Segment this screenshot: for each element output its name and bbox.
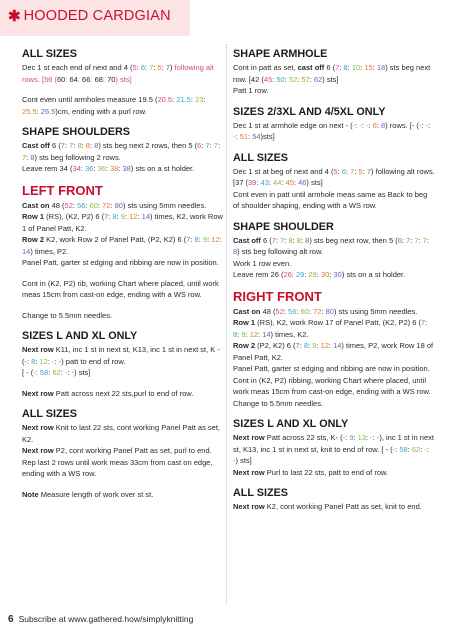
size-value: 5	[132, 63, 137, 72]
size-value: 8	[233, 329, 238, 339]
size-value: 60	[300, 306, 309, 316]
size-value: 9	[312, 341, 317, 350]
pattern-text	[22, 200, 224, 212]
instruction-label: Cast off	[233, 235, 261, 245]
instruction-label: Row 2	[22, 235, 45, 244]
size-value: 5	[358, 166, 363, 176]
instruction-label: Row 1	[233, 318, 256, 327]
size-value: 29	[295, 270, 305, 279]
size-value: 8	[31, 356, 36, 366]
section-heading: ALL SIZES	[22, 408, 77, 420]
size-value: 8	[343, 63, 348, 72]
size-value: 13	[357, 433, 366, 442]
asterisk-icon: ✱	[8, 8, 21, 25]
size-value: 12	[129, 212, 138, 221]
size-value: 46	[298, 178, 307, 187]
pattern-text	[233, 501, 435, 513]
size-value: 26	[283, 270, 292, 279]
size-value: 8	[194, 235, 199, 244]
size-value: 58	[39, 368, 49, 377]
section-heading: SHAPE SHOULDERS	[22, 126, 130, 138]
size-value: 8	[112, 212, 117, 221]
section-heading: ALL SIZES	[233, 487, 288, 499]
instruction-label: Next row	[233, 467, 265, 477]
pattern-text	[233, 467, 435, 479]
size-value: following alt rows. [56 (	[22, 63, 214, 84]
size-value: -	[233, 132, 236, 141]
pattern-text: Patt 1 row.	[233, 86, 269, 95]
instruction-label: Cast on	[233, 306, 261, 316]
size-value: 5	[157, 63, 162, 72]
size-value: 7	[205, 141, 210, 150]
size-value: 60	[89, 200, 98, 210]
pattern-text: Change to 5.5mm needles.	[22, 310, 113, 320]
section-heading: ALL SIZES	[233, 151, 288, 164]
size-value: 12	[211, 235, 220, 244]
section-heading: SHAPE SHOULDER	[233, 220, 334, 233]
section-heading: SIZES L AND XL ONLY	[233, 418, 349, 430]
size-value: 38	[122, 164, 131, 173]
size-value: 7	[104, 212, 109, 221]
size-value: 6	[397, 235, 402, 245]
size-value: :	[77, 74, 83, 84]
size-value: 9	[202, 235, 208, 244]
size-value: 51	[239, 132, 249, 141]
pattern-text: Leave rem 34 (34: 36: 36: 38: 38) sts on a st holder.	[22, 164, 195, 173]
page-title: HOODED CARDGIAN	[23, 8, 171, 25]
column-divider	[226, 44, 227, 604]
instruction-text: K2, work Row 2 of Panel Patt, (P2, K2) 6 (7: 8: 9: 12: 14) times, P2.	[22, 235, 222, 256]
size-value: -	[342, 433, 346, 442]
pattern-text	[22, 422, 224, 445]
instruction-text: 6 (7: 7: 8: 8: 8) sts beg next row, then 5 (6: 7: 7: 7: 8) sts beg following alt row.	[233, 235, 429, 256]
instruction-text: 48 (52: 56: 60: 72: 80) sts using 5mm needles.	[49, 200, 207, 210]
size-value: 8	[305, 235, 310, 245]
size-value: -	[71, 368, 75, 377]
size-value: 43	[260, 178, 269, 187]
size-value: 7	[422, 235, 427, 245]
size-value: 57	[301, 74, 310, 84]
section-title: LEFT FRONT	[22, 182, 103, 198]
instruction-text: Patt across next 22 sts,purl to end of row.	[53, 388, 194, 398]
instruction-text: (RS), (K2, P2) 6 (7: 8: 9: 12: 14) times, K2, work Row 1 of Panel Patt, K2.	[22, 212, 223, 233]
size-value: 9	[120, 212, 125, 221]
size-value: 26.5	[40, 106, 56, 116]
size-value: 8	[77, 141, 82, 150]
size-value: 52	[275, 306, 284, 316]
section-title: RIGHT FRONT	[233, 288, 322, 304]
size-value: 12	[320, 341, 329, 350]
instruction-text: Cont in patt as set,	[233, 63, 298, 72]
pattern-text: Cont even until armholes measure 19.5 (20.5: 21.5: 23: 25.5: 26.5)cm, ending with a purl row.	[22, 95, 206, 116]
size-value: 8	[381, 120, 386, 130]
size-value: 38	[110, 164, 119, 173]
size-value: ) sts]	[115, 74, 132, 84]
pattern-text: Dec 1 st each end of next and 4 (5: 6: 7: 5: 7) following alt rows. [56 (60: 64: 66: 68: 70) sts]	[22, 63, 214, 84]
size-value: 52	[64, 200, 73, 210]
size-value: 5	[333, 166, 338, 176]
size-value: -	[424, 444, 427, 454]
pattern-text: Leave rem 26 (26: 29: 29: 30: 30) sts on a st holder.	[233, 270, 406, 279]
right-column	[233, 48, 435, 513]
size-value: 58	[399, 444, 408, 454]
size-value: 80	[114, 200, 123, 210]
size-value: 7	[350, 166, 355, 176]
size-value: 30	[333, 270, 342, 279]
size-value: 8	[303, 341, 309, 350]
size-value: 8	[233, 247, 238, 256]
size-value: -	[418, 120, 422, 130]
size-value: 9	[349, 433, 354, 442]
size-value: 36	[97, 164, 106, 173]
pattern-text	[22, 344, 224, 367]
size-value: 72	[102, 200, 111, 210]
size-value: 7	[414, 235, 419, 245]
size-value: :	[102, 74, 108, 84]
instruction-text: Patt across 22 sts, K- (-: 9: 13: -: -), inc 1 st in next st, K13, inc 1 st in next st, knit to end of row. [ - (-: 58: 62: -: -) sts]	[233, 433, 434, 465]
instruction-text: K2, cont working Panel Patt as set, knit to end.	[264, 502, 422, 511]
size-value: -	[33, 368, 36, 377]
section-heading: SIZES L AND XL ONLY	[22, 330, 138, 342]
size-value: 44	[273, 178, 282, 187]
instruction-label: Row 1	[22, 212, 45, 221]
instruction-label: Next row	[22, 345, 54, 354]
pattern-text	[22, 388, 224, 400]
pattern-text: [ - (-: 58: 62: -: -) sts]	[22, 368, 91, 377]
instruction-label: Next row	[22, 446, 54, 455]
pattern-text	[233, 340, 435, 363]
instruction-text: Measure length of work over st st.	[38, 489, 154, 499]
size-value: 6	[341, 166, 346, 176]
size-value: 34	[72, 164, 81, 173]
size-value: 7	[22, 152, 27, 162]
pattern-text	[22, 140, 224, 163]
size-value: 18	[376, 63, 386, 72]
size-value: 7	[60, 141, 65, 150]
instruction-label: Row 2	[233, 341, 256, 350]
size-value: -	[64, 368, 68, 377]
instruction-text: 6 (7: 7: 8: 8: 8) sts beg next 2 rows, then 5 (6: 7: 7: 7: 8) sts beg following 2 rows.	[22, 141, 221, 162]
instruction-label: Next row	[233, 433, 265, 442]
pattern-text: Panel Patt, garter st edging and ribbing are now in position.	[233, 364, 430, 373]
left-column	[22, 48, 224, 500]
size-value: 54	[252, 132, 261, 141]
size-value: -	[233, 456, 236, 465]
size-value: 7	[213, 141, 218, 150]
size-value: 7	[271, 235, 276, 245]
instruction-text: (P2, K2) 6 (7: 8: 9: 12: 14) times, P2, work Row 18 of Panel Patt, K2.	[233, 341, 434, 362]
size-value: 8	[296, 235, 301, 245]
size-value: 15	[364, 63, 373, 72]
subscribe-link-text: Subscribe at www.gathered.how/simplyknitting	[18, 614, 194, 624]
pattern-text: Cont even in patt until armhole meas same as Back to beg of shoulder shaping, ending with a WS row.	[233, 189, 428, 210]
size-value: 45	[285, 178, 294, 187]
size-value: 12	[249, 329, 259, 339]
pattern-text	[233, 432, 435, 467]
size-value: 45	[263, 74, 273, 84]
size-value: 10	[351, 63, 361, 72]
size-value: 7	[165, 63, 171, 72]
pattern-text: Dec 1 st at armhole edge on next - (-: -: -: 6: 8) rows. [- (-: -: -: 51: 54)sts]	[233, 120, 431, 141]
size-value: 9	[241, 329, 246, 339]
size-value: 62	[313, 74, 323, 84]
size-value: 7	[149, 63, 154, 72]
size-value: 8	[288, 235, 293, 245]
page-number: 6	[8, 614, 14, 625]
instruction-text: P2, cont working Panel Patt as set, purl to end.	[53, 446, 212, 455]
size-value: -	[376, 433, 380, 442]
size-value: 29	[308, 270, 317, 279]
pattern-text	[233, 317, 435, 340]
instruction-text: 6 (7: 8: 10: 15: 18) sts beg next row. [42 (45: 50: 52: 57: 62) sts]	[233, 63, 431, 84]
size-value: 8	[85, 141, 90, 150]
pattern-text	[233, 306, 435, 318]
pattern-text: Rep last 2 rows until work meas 33cm from cast on edge, ending with a WS row.	[22, 457, 213, 478]
size-value: 6	[372, 120, 377, 130]
instruction-label: Next row	[22, 423, 54, 432]
pattern-text: Work 1 row even.	[233, 258, 292, 268]
size-value: 62	[52, 368, 61, 377]
pattern-text: Cont in (K2, P2) rib, working Chart where placed, until work meas 15cm from cast-on edge, ending with a WS row.	[22, 278, 219, 299]
size-value: 7	[406, 235, 411, 245]
size-value: 62	[411, 444, 421, 454]
size-value: :	[65, 74, 70, 84]
size-value: 21.5	[176, 95, 191, 104]
pattern-text	[233, 62, 435, 85]
size-value: :	[90, 74, 95, 84]
section-heading: SIZES 2/3XL AND 4/5XL ONLY	[233, 105, 386, 118]
size-value: -	[52, 356, 55, 366]
instruction-label: Cast off	[22, 141, 50, 150]
size-value: 7	[69, 141, 74, 150]
size-value: 14	[141, 212, 150, 221]
page-header	[8, 9, 171, 24]
size-value: -	[352, 120, 356, 130]
size-value: 72	[313, 306, 322, 316]
size-value: 52	[288, 74, 298, 84]
pattern-text	[22, 445, 224, 457]
section-heading: ALL SIZES	[22, 48, 77, 60]
pattern-text: Change to 5.5mm needles.	[233, 398, 324, 408]
pattern-text: Cont in (K2, P2) ribbing, working Chart where placed, until work meas 15cm from cast-on edge, ending with a WS row.	[233, 375, 431, 396]
size-value: 7	[186, 235, 191, 244]
size-value: 6	[197, 141, 202, 150]
size-value: 14	[333, 341, 342, 350]
size-value: 30	[321, 270, 330, 279]
size-value: 56	[77, 200, 86, 210]
size-value: 7	[335, 63, 340, 72]
size-value: -	[24, 356, 27, 366]
size-value: 7	[421, 318, 426, 327]
size-value: -	[370, 433, 373, 442]
instruction-text: (RS), K2, work Row 17 of Panel Patt, (K2, P2) 6 (7: 8: 9: 12: 14) times, K2.	[233, 318, 428, 339]
size-value: 8	[94, 141, 99, 150]
size-value: 7	[366, 166, 372, 176]
size-value: -	[58, 356, 62, 366]
instruction-label: Cast on	[22, 200, 50, 210]
size-value: 14	[262, 329, 271, 339]
instruction-text: 48 (52: 56: 60: 72: 80) sts using 5mm needles.	[260, 306, 418, 316]
size-value: 14	[22, 246, 31, 256]
pattern-text: Panel Patt, garter st edging and ribbing are now in position.	[22, 258, 219, 267]
size-value: -	[425, 120, 429, 130]
instruction-label: Note	[22, 489, 39, 499]
pattern-text	[22, 211, 224, 234]
size-value: 12	[39, 356, 48, 366]
size-value: -	[366, 120, 369, 130]
pattern-text	[233, 235, 435, 258]
size-value: 23	[195, 95, 204, 104]
pattern-text: Dec 1 st at beg of next and 4 (5: 6: 7: 5: 7) following alt rows. [37 (39: 43: 44: 45: 46) sts]	[233, 166, 435, 187]
size-value: 25.5	[22, 106, 37, 116]
instruction-label: cast off	[297, 63, 325, 72]
size-value: 50	[276, 74, 285, 84]
section-heading: SHAPE ARMHOLE	[233, 48, 328, 60]
size-value: 36	[84, 164, 94, 173]
size-value: 7	[295, 341, 300, 350]
instruction-text: K11, inc 1 st in next st, K13, inc 1 st in next st, K - (-: 8: 12: -: -) patt to end of row.	[22, 345, 220, 366]
instruction-label: Next row	[233, 502, 265, 511]
instruction-label: Next row	[22, 388, 54, 398]
size-value: 39	[248, 178, 257, 187]
size-value: 80	[325, 306, 334, 316]
pattern-text	[22, 234, 224, 257]
size-value: -	[392, 444, 396, 454]
size-value: 6	[140, 63, 146, 72]
size-value: 56	[288, 306, 297, 316]
size-value: 7	[280, 235, 285, 245]
size-value: 20.5	[157, 95, 173, 104]
pattern-text	[22, 489, 224, 501]
size-value: -	[359, 120, 362, 130]
instruction-text: Purl to last 22 sts, patt to end of row.	[264, 467, 389, 477]
size-value: 8	[30, 152, 35, 162]
page-footer	[8, 614, 193, 625]
instruction-text: Knit to last 22 sts, cont working Panel Patt as set, K2.	[22, 423, 221, 444]
